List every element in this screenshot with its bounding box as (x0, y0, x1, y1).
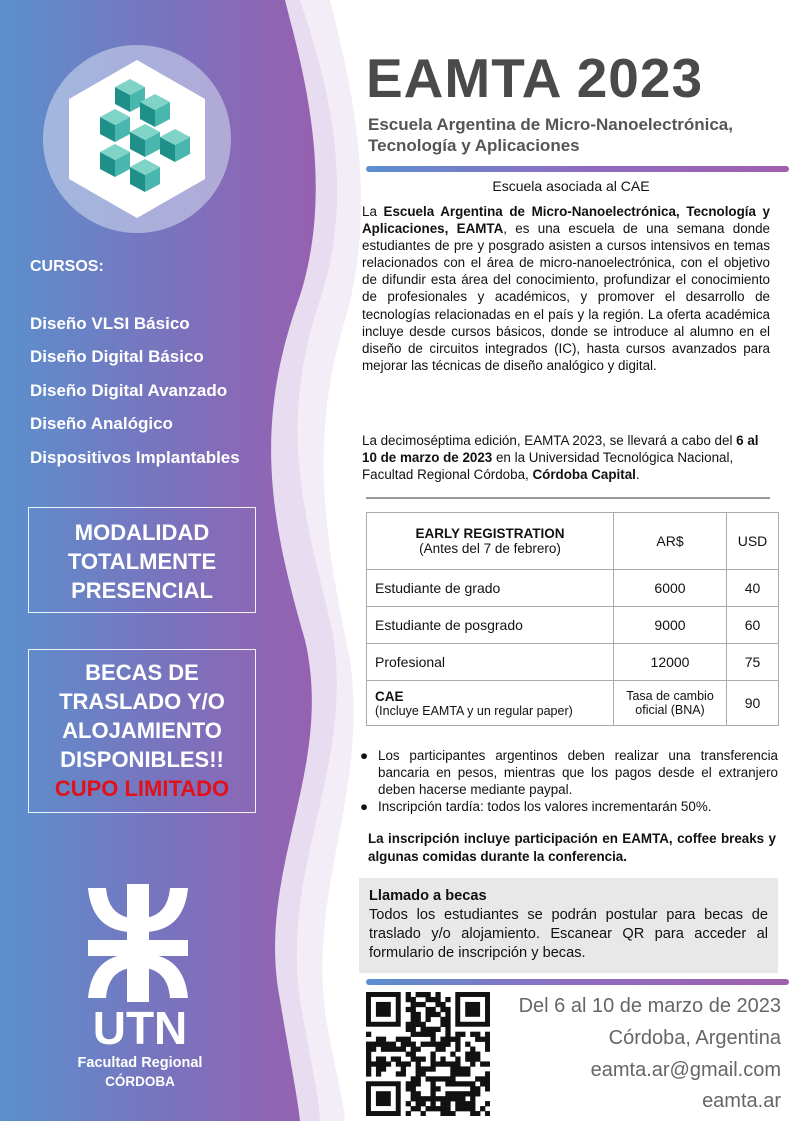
column-header-ars: AR$ (614, 513, 727, 570)
row-label: Estudiante de posgrado (367, 607, 614, 644)
table-header-row (367, 513, 779, 570)
table-row (367, 681, 779, 726)
subtitle-line: Tecnología y Aplicaciones (368, 136, 580, 155)
event-dates-footer: Del 6 al 10 de marzo de 2023 (518, 995, 781, 1017)
list-item (360, 798, 778, 815)
course-item: Diseño Analógico (30, 414, 173, 433)
scholarships-box (28, 649, 256, 813)
early-registration-deadline: (Antes del 7 de febrero) (419, 541, 561, 556)
scholarship-call-body: Todos los estudiantes se podrán postular para becas de traslado y/o alojamiento. Escanear QR para acceder al formulario de inscripción y becas. (369, 907, 768, 961)
utn-faculty: Facultad Regional (77, 1055, 203, 1071)
school-name: Escuela Argentina de Micro-Nanoelectrónica, Tecnología y Aplicaciones, EAMTA (362, 204, 770, 237)
qr-code[interactable] (366, 992, 490, 1116)
table-row (367, 644, 779, 681)
modality-line: MODALIDAD (74, 520, 210, 545)
courses-title: CURSOS: (30, 258, 104, 275)
event-location: Córdoba, Argentina (608, 1027, 781, 1049)
edition-paragraph (362, 432, 770, 483)
row-label (367, 681, 614, 726)
table-row (367, 607, 779, 644)
text: , es una escuela de una semana donde estudiantes de pre y posgrado asisten a cursos intensivos en temas relacionados con el área de micro-nanoelectrónica, con el objetivo de difundir esta área del conocimiento, profundizar el conocimiento de profesionales y académicos, y promover el desarrollo de tecnologías relacionadas en el país y la región. La oferta académica incluye desde cursos básicos, donde se introduce al alumno en el diseño de circuitos integrados (IC), hasta cursos avanzados para mejorar las técnicas de diseño analógico y digital. (362, 221, 770, 373)
row-ars: 6000 (614, 570, 727, 607)
footer-divider (366, 979, 789, 985)
modality-box (28, 507, 256, 613)
row-usd: 90 (727, 681, 779, 726)
scholarship-line: ALOJAMIENTO (62, 718, 222, 743)
website-link[interactable]: eamta.ar (702, 1090, 781, 1112)
row-label: Profesional (367, 644, 614, 681)
bullet-icon: ● (360, 799, 369, 814)
utn-emblem-icon (86, 884, 190, 1002)
note-text: Los participantes argentinos deben realizar una transferencia bancaria en pesos, mientras que los pagos desde el extranjero deben hacerse mediante paypal. (378, 748, 778, 797)
modality-line: PRESENCIAL (71, 578, 213, 603)
contact-email[interactable]: eamta.ar@gmail.com (590, 1059, 781, 1081)
text: en la Universidad Tecnológica Nacional, Facultad Regional Córdoba, (362, 450, 734, 483)
event-city: Córdoba Capital (532, 467, 636, 483)
column-header-usd: USD (727, 513, 779, 570)
row-ars: 9000 (614, 607, 727, 644)
utn-city: CÓRDOBA (105, 1074, 175, 1089)
course-item: Diseño VLSI Básico (30, 314, 190, 333)
note-text: Inscripción tardía: todos los valores incrementarán 50%. (378, 799, 712, 814)
eamta-logo (40, 42, 235, 237)
table-header-cell (367, 513, 614, 570)
utn-logo-text: UTN (92, 1002, 188, 1054)
table-row (367, 570, 779, 607)
row-ars: 12000 (614, 644, 727, 681)
early-registration-title: EARLY REGISTRATION (415, 526, 565, 541)
row-ars: Tasa de cambio oficial (BNA) (614, 681, 727, 726)
subtitle-line: Escuela Argentina de Micro-Nanoelectrónica, (368, 115, 733, 134)
list-item (360, 747, 778, 798)
page-subtitle (368, 114, 733, 156)
row-usd: 75 (727, 644, 779, 681)
event-dates: 6 al 10 de marzo de 2023 (362, 433, 759, 466)
text: La (362, 204, 384, 219)
row-label: Estudiante de grado (367, 570, 614, 607)
scholarship-line: BECAS DE (85, 660, 199, 685)
cae-label: CAE (375, 688, 404, 704)
modality-line: TOTALMENTE (67, 549, 217, 574)
course-item: Diseño Digital Básico (30, 347, 204, 366)
payment-notes (360, 747, 778, 815)
course-item: Diseño Digital Avanzado (30, 381, 228, 400)
row-usd: 60 (727, 607, 779, 644)
scholarship-call-title: Llamado a becas (369, 888, 487, 904)
scholarship-line: DISPONIBLES!! (60, 747, 224, 772)
scholarship-call (359, 878, 778, 973)
associated-school: Escuela asociada al CAE (492, 178, 650, 194)
row-usd: 40 (727, 570, 779, 607)
cae-note: (Incluye EAMTA y un regular paper) (375, 703, 573, 718)
page-title: EAMTA 2023 (366, 47, 704, 109)
section-divider (366, 497, 770, 499)
registration-includes: La inscripción incluye participación en EAMTA, coffee breaks y algunas comidas durante la conferencia. (368, 831, 776, 864)
course-item: Dispositivos Implantables (30, 448, 240, 467)
intro-paragraph (362, 203, 770, 374)
scholarship-line: TRASLADO Y/O (59, 689, 225, 714)
bullet-icon: ● (360, 748, 369, 763)
text: La decimoséptima edición, EAMTA 2023, se llevará a cabo del (362, 433, 737, 448)
limited-quota: CUPO LIMITADO (54, 776, 230, 801)
header-divider (366, 166, 789, 172)
fees-table (366, 512, 779, 726)
text: . (635, 467, 640, 483)
